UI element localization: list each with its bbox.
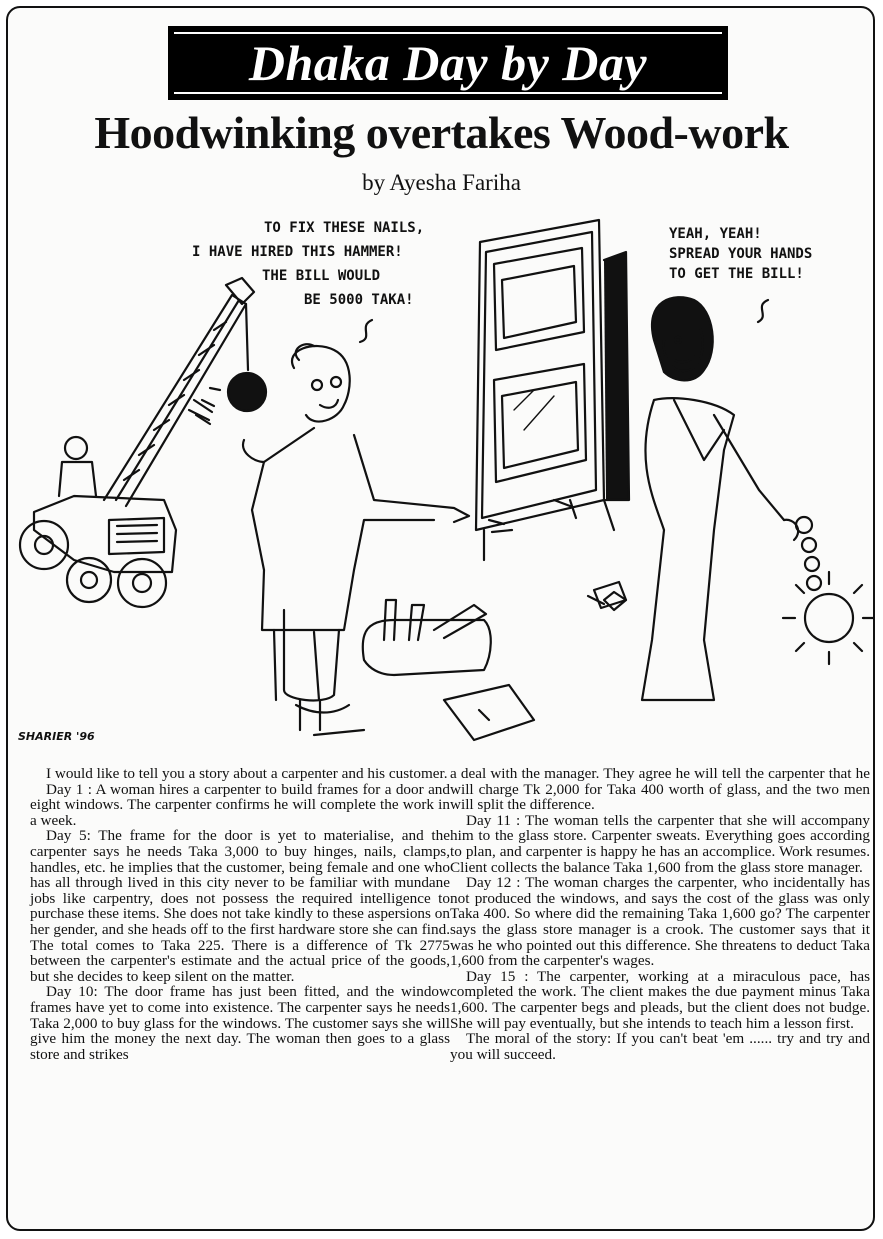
article-paragraph: I would like to tell you a story about a carpenter and his customer. bbox=[46, 765, 448, 782]
article-paragraph: Day 11 : The woman tells the carpenter that she will accompany him to the glass store. Carpenter sweats. Everything goes according to plan, and carpenter is happy he has an accomplice. Work resumes. Client collects the balance Taka 1,600 from the glass store manager. bbox=[450, 811, 870, 876]
carpenter-speech-line: TO FIX THESE NAILS, bbox=[264, 220, 425, 236]
woman-drawing bbox=[642, 297, 874, 700]
carpenter-speech-bubble bbox=[192, 220, 424, 308]
column-title: Dhaka Day by Day bbox=[248, 35, 648, 91]
article-column-left bbox=[30, 766, 450, 1062]
woman-speech-line: YEAH, YEAH! bbox=[669, 226, 762, 242]
carpenter-speech-tail bbox=[360, 320, 372, 342]
carpenter-speech-line: THE BILL WOULD bbox=[262, 268, 381, 284]
article-moral: The moral of the story: If you can't beat 'em ...... try and try and you will succeed. bbox=[450, 1030, 870, 1063]
cartoon-illustration bbox=[14, 200, 874, 760]
carpenter-speech-line: BE 5000 TAKA! bbox=[304, 292, 414, 308]
article-paragraph: Day 15 : The carpenter, working at a miraculous pace, has completed the work. The client makes the due payment minus Taka 1,600. The carpenter begs and pleads, but the client does not budge. She will pay eventually, but she intends to teach him a lesson first. bbox=[450, 967, 870, 1032]
article-paragraph: Day 1 : A woman hires a carpenter to build frames for a door and eight windows. The carpenter confirms he will complete the work in a week. bbox=[30, 780, 450, 829]
byline: by Ayesha Fariha bbox=[362, 170, 521, 195]
woman-speech-bubble bbox=[669, 226, 812, 282]
woman-speech-line: SPREAD YOUR HANDS bbox=[669, 246, 813, 262]
article-paragraph: Day 12 : The woman charges the carpenter, who incidentally has not produced the windows, and says the cost of the glass was only Taka 400. So where did the remaining Taka 1,600 go? The carpenter says the glass store manager is a crook. The customer says that it was he who pointed out this difference. She threatens to deduct Taka 1,600 from the carpenter's wages. bbox=[450, 874, 870, 970]
woman-speech-tail bbox=[758, 300, 768, 322]
headline: Hoodwinking overtakes Wood-work bbox=[94, 107, 789, 158]
woman-speech-line: TO GET THE BILL! bbox=[669, 266, 804, 282]
column-banner bbox=[168, 26, 728, 100]
carpenter-speech-line: I HAVE HIRED THIS HAMMER! bbox=[192, 244, 403, 260]
tool-bag-drawing bbox=[363, 582, 626, 740]
article-column-right bbox=[450, 766, 870, 1062]
door-window-frame-drawing bbox=[476, 220, 629, 610]
article-paragraph-continued: a deal with the manager. They agree he will tell the carpenter that he will charge Tk 2,000 for Taka 400 worth of glass, and the two men will split the difference. bbox=[450, 765, 870, 814]
article-paragraph: Day 5: The frame for the door is yet to materialise, and the carpenter says he needs Taka 3,000 to buy hinges, nails, clamps, handles, etc. he implies that the customer, being female and one who has all through lived in this city never to be familiar with mundane jobs like carpentry, does not possess the required intelligence to purchase these items. She does not take kindly to these aspersions on her gender, and she heads off to the first hardware store she can find. The total comes to Taka 225. There is a difference of Tk 2775 between the carpenter's estimate and the actual price of the goods, but she decides to keep silent on the matter. bbox=[30, 827, 450, 985]
cartoonist-signature: SHARIER '96 bbox=[18, 730, 95, 743]
article-paragraph: Day 10: The door frame has just been fitted, and the window frames have yet to come into existence. The carpenter says he needs Taka 2,000 to buy glass for the windows. The customer says she will give him the money the next day. The woman then goes to a glass store and strikes bbox=[30, 983, 450, 1063]
crane-vehicle-drawing bbox=[20, 278, 266, 607]
